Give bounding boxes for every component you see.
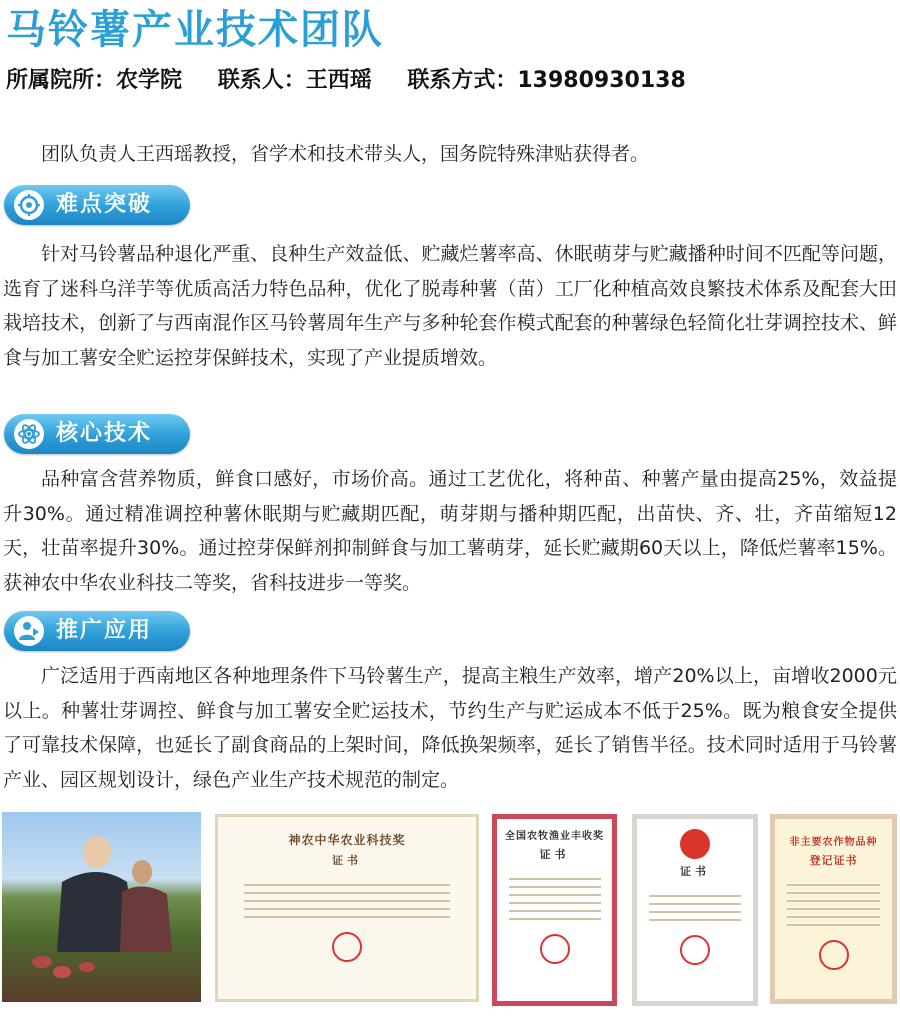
certificate-title: 全国农牧渔业丰收奖: [505, 831, 604, 842]
section-paragraph: 品种富含营养物质，鲜食口感好，市场价高。通过工艺优化，将种苗、种薯产量由提高25%，效益提升30%。通过精准调控种薯休眠期与贮藏期匹配，萌芽期与播种期匹配，出苗快、齐、壮，齐苗缩短12天，壮苗率提升30%。通过控芽保鲜剂抑制鲜食与加工薯萌芽，延长贮藏期60天以上，降低烂薯率15%。获神农中华农业科技二等奖，省科技进步一等奖。: [3, 468, 897, 594]
contact-person-label: 联系人：王西瑶: [217, 68, 372, 93]
seal-icon: [332, 932, 362, 962]
certificate-image: [632, 814, 758, 1006]
seal-icon: [680, 935, 710, 965]
section-paragraph: 针对马铃薯品种退化严重、良种生产效益低、贮藏烂薯率高、休眠萌芽与贮藏播种时间不匹配等问题，选育了迷科乌洋芋等优质高活力特色品种，优化了脱毒种薯（苗）工厂化种植高效良繁技术体系及配套大田栽培技术，创新了与西南混作区马铃薯周年生产与多种轮套作模式配套的种薯绿色轻简化壮芽调控技术、鲜食与加工薯安全贮运控芽保鲜技术，实现了产业提质增效。: [3, 243, 897, 369]
contact-method-label: 联系方式：13980930138: [407, 68, 686, 93]
institute-label: 所属院所：农学院: [6, 68, 183, 93]
section-heading-application: [4, 611, 190, 651]
section-heading-core-tech: [4, 414, 190, 454]
certificate-image: [215, 814, 479, 1002]
atom-icon: [14, 419, 44, 449]
section-heading-difficulty: [4, 185, 190, 225]
certificate-image: [770, 814, 897, 1004]
certificate-subtitle: 登记证书: [809, 854, 858, 867]
seal-icon: [819, 940, 849, 970]
section-heading-label: 推广应用: [56, 618, 153, 643]
contact-info: [6, 64, 714, 98]
field-photo: [2, 812, 201, 1002]
certificate-subtitle: 证书: [332, 854, 362, 867]
certificate-subtitle: 证书: [680, 865, 710, 878]
seal-icon: [540, 934, 570, 964]
emblem-icon: [680, 829, 710, 859]
page-title: 马铃薯产业技术团队: [6, 7, 384, 53]
section-heading-label: 核心技术: [56, 421, 153, 446]
image-strip: [0, 812, 900, 1008]
certificate-title: 非主要农作物品种: [789, 837, 878, 848]
target-icon: [14, 190, 44, 220]
certificate-image: [492, 814, 617, 1006]
intro-paragraph: 团队负责人王西瑶教授，省学术和技术带头人，国务院特殊津贴获得者。: [41, 143, 650, 165]
section-paragraph: 广泛适用于西南地区各种地理条件下马铃薯生产，提高主粮生产效率，增产20%以上，亩增收2000元以上。种薯壮芽调控、鲜食与加工薯安全贮运技术，节约生产与贮运成本不低于25%。既为粮食安全提供了可靠技术保障，也延长了副食商品的上架时间，降低换架频率，延长了销售半径。技术同时适用于马铃薯产业、园区规划设计，绿色产业生产技术规范的制定。: [3, 665, 897, 791]
section-heading-label: 难点突破: [56, 192, 153, 217]
certificate-title: 神农中华农业科技奖: [288, 833, 406, 847]
certificate-subtitle: 证书: [539, 848, 570, 861]
user-icon: [14, 616, 44, 646]
